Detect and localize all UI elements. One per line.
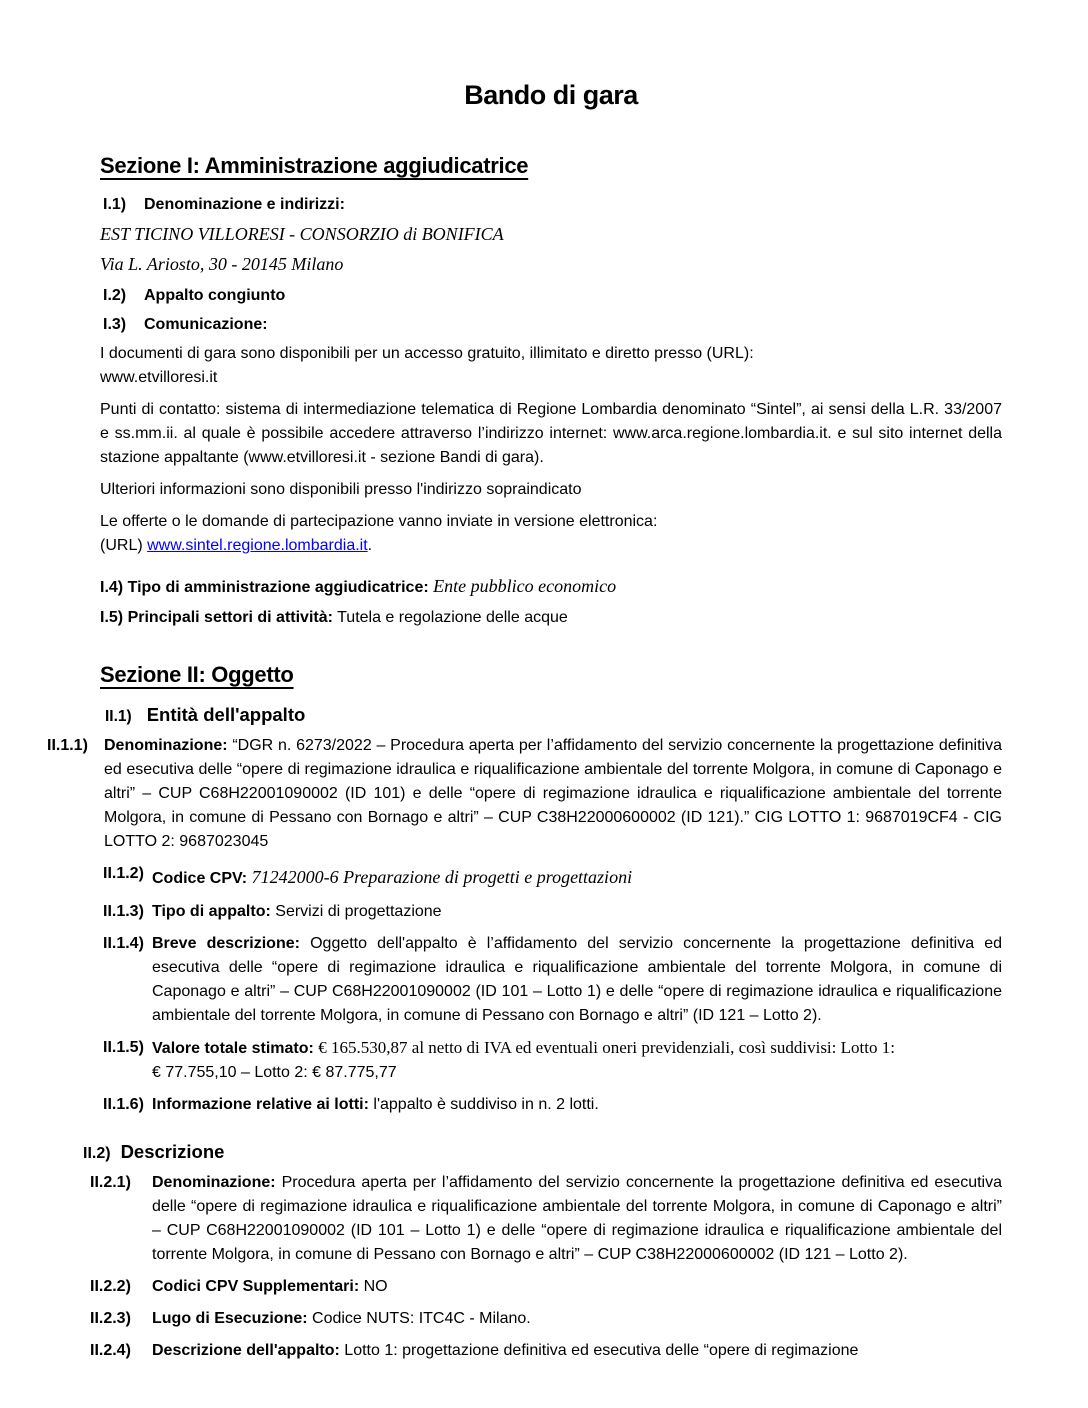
item-i2-number: I.2): [103, 287, 127, 304]
paragraph-offers-submission: [100, 510, 1002, 558]
document-title: Bando di gara: [464, 80, 638, 110]
authority-address: Via L. Ariosto, 30 - 20145 Milano: [100, 254, 344, 274]
item-i4-label: Tipo di amministrazione aggiudicatrice:: [127, 579, 429, 596]
item-i1-number: I.1): [103, 196, 127, 213]
docs-availability-url: www.etvilloresi.it: [100, 369, 218, 386]
item-i3-number: I.3): [103, 316, 127, 333]
item-ii11-label: Denominazione:: [104, 737, 228, 754]
item-ii24-label: Descrizione dell'appalto:: [152, 1342, 340, 1359]
subsection-ii2-number: II.2): [83, 1145, 111, 1162]
item-i2: [100, 284, 1002, 308]
item-ii11: [47, 734, 1002, 854]
subsection-ii1-number: II.1): [105, 708, 132, 725]
lots-info-value: l'appalto è suddiviso in n. 2 lotti.: [373, 1096, 599, 1113]
item-i3: [100, 313, 1002, 337]
item-ii24-text: Lotto 1: progettazione definitiva ed esecutiva delle “opere di regimazione: [344, 1342, 859, 1359]
item-ii14-label: Breve descrizione:: [152, 935, 300, 952]
item-ii15: [100, 1036, 1002, 1085]
item-ii14: [100, 932, 1002, 1028]
offers-url-prefix: (URL): [100, 537, 148, 554]
subsection-ii1-heading: [105, 704, 1002, 726]
item-i4-number: I.4): [100, 579, 124, 596]
item-ii11-number: II.1.1): [47, 737, 88, 754]
item-ii12-number: II.1.2): [103, 865, 144, 882]
item-i3-label: Comunicazione:: [144, 316, 268, 333]
item-ii13-label: Tipo di appalto:: [152, 903, 271, 920]
item-ii15-number: II.1.5): [103, 1039, 144, 1056]
docs-availability-line1: I documenti di gara sono disponibili per un accesso gratuito, illimitato e diretto presso (URL):: [100, 345, 754, 362]
item-ii23: [90, 1307, 1002, 1331]
item-i1-label: Denominazione e indirizzi:: [144, 196, 345, 213]
item-i5-label: Principali settori di attività:: [127, 609, 333, 626]
item-ii21-text: Procedura aperta per l’affidamento del servizio concernente la progettazione definitiva ed esecutiva delle “opere di regimazione idraulica e riqualificazione ambientale del torrente Molgora, in comune di Caponago e altri” – CUP C68H22001090002 (ID 101 – Lotto 1) e delle “opere di regimazione idraulica e riqualificazione ambientale del torrente Molgora, in comune di Pessano con Bornago e altri” – CUP C38H22000600002 (ID 121 – Lotto 2).: [152, 1174, 1002, 1263]
item-ii22: [90, 1275, 1002, 1299]
offers-submission-line1: Le offerte o le domande di partecipazione vanno inviate in versione elettronica:: [100, 513, 658, 530]
paragraph-docs-availability: [100, 342, 1002, 390]
item-ii16: [100, 1093, 1002, 1117]
subsection-ii2-label: Descrizione: [120, 1141, 225, 1162]
total-value-line1: € 165.530,87 al netto di IVA ed eventuali oneri previdenziali, così suddivisi: Lotto 1:: [318, 1038, 895, 1057]
item-i2-label: Appalto congiunto: [144, 287, 286, 304]
paragraph-contact-points: Punti di contatto: sistema di intermediazione telematica di Regione Lombardia denominato “Sintel”, ai sensi della L.R. 33/2007 e ss.mm.ii. al quale è possibile accedere attraverso l’indirizzo internet: www.arca.regione.lombardia.it. e sul sito internet della stazione appaltante (www.etvilloresi.it - sezione Bandi di gara).: [100, 401, 1002, 466]
item-i4: [100, 571, 1002, 601]
item-ii13: [100, 900, 1002, 924]
item-ii24-number: II.2.4): [90, 1342, 131, 1359]
item-ii24: [90, 1339, 1002, 1363]
paragraph-further-info: Ulteriori informazioni sono disponibili presso l'indirizzo sopraindicato: [100, 481, 582, 498]
item-ii14-text: Oggetto dell'appalto è l’affidamento del servizio concernente la progettazione definitiva ed esecutiva delle “opere di regimazione idraulica e riqualificazione ambientale del torrente Molgora, in comune di Caponago e altri” – CUP C68H22001090002 (ID 101 – Lotto 1) e delle “opere di regimazione idraulica e riqualificazione ambientale del torrente Molgora, in comune di Pessano con Bornago e altri” (ID 121 – Lotto 2).: [152, 935, 1003, 1024]
item-ii21-number: II.2.1): [90, 1174, 131, 1191]
item-ii21: [90, 1171, 1002, 1267]
item-ii12-label: Codice CPV:: [152, 870, 248, 887]
offers-url-suffix: .: [367, 537, 373, 554]
section-1-heading: Sezione I: Amministrazione aggiudicatrice: [100, 153, 529, 178]
authority-type-value: Ente pubblico economico: [433, 576, 617, 596]
authority-name: EST TICINO VILLORESI - CONSORZIO di BONIFICA: [100, 224, 504, 244]
item-i1: [100, 193, 1002, 217]
contract-type-value: Servizi di progettazione: [275, 903, 442, 920]
item-ii23-label: Lugo di Esecuzione:: [152, 1310, 308, 1327]
cpv-code-value: 71242000-6 Preparazione di progetti e progettazioni: [251, 867, 633, 887]
item-ii12: [100, 862, 1002, 892]
item-ii22-number: II.2.2): [90, 1278, 131, 1295]
item-ii23-number: II.2.3): [90, 1310, 131, 1327]
total-value-line2: € 77.755,10 – Lotto 2: € 87.775,77: [152, 1064, 397, 1081]
item-ii22-label: Codici CPV Supplementari:: [152, 1278, 360, 1295]
item-ii11-text: “DGR n. 6273/2022 – Procedura aperta per l’affidamento del servizio concernente la progettazione definitiva ed esecutiva delle “opere di regimazione idraulica e riqualificazione ambientale del torrente Molgora, in comune di Caponago e altri” – CUP C68H22001090002 (ID 101) e delle “opere di regimazione idraulica e riqualificazione ambientale del torrente Molgora, in comune di Pessano con Bornago e altri” – CUP C38H22000600002 (ID 121).” CIG LOTTO 1: 9687019CF4 - CIG LOTTO 2: 9687023045: [104, 737, 1002, 850]
item-ii14-number: II.1.4): [103, 935, 144, 952]
item-i5: [100, 606, 1002, 630]
sintel-link[interactable]: www.sintel.regione.lombardia.it: [147, 537, 368, 554]
item-ii13-number: II.1.3): [103, 903, 144, 920]
item-ii21-label: Denominazione:: [152, 1174, 276, 1191]
supplementary-cpv-value: NO: [363, 1278, 388, 1295]
item-ii16-number: II.1.6): [103, 1096, 144, 1113]
activity-sector-value: Tutela e regolazione delle acque: [337, 609, 568, 626]
subsection-ii2-heading: [83, 1141, 1002, 1163]
subsection-ii1-label: Entità dell'appalto: [146, 704, 306, 725]
item-i5-number: I.5): [100, 609, 124, 626]
section-2-heading: Sezione II: Oggetto: [100, 662, 294, 687]
item-ii16-label: Informazione relative ai lotti:: [152, 1096, 369, 1113]
item-ii15-label: Valore totale stimato:: [152, 1040, 314, 1057]
execution-place-value: Codice NUTS: ITC4C - Milano.: [312, 1310, 531, 1327]
